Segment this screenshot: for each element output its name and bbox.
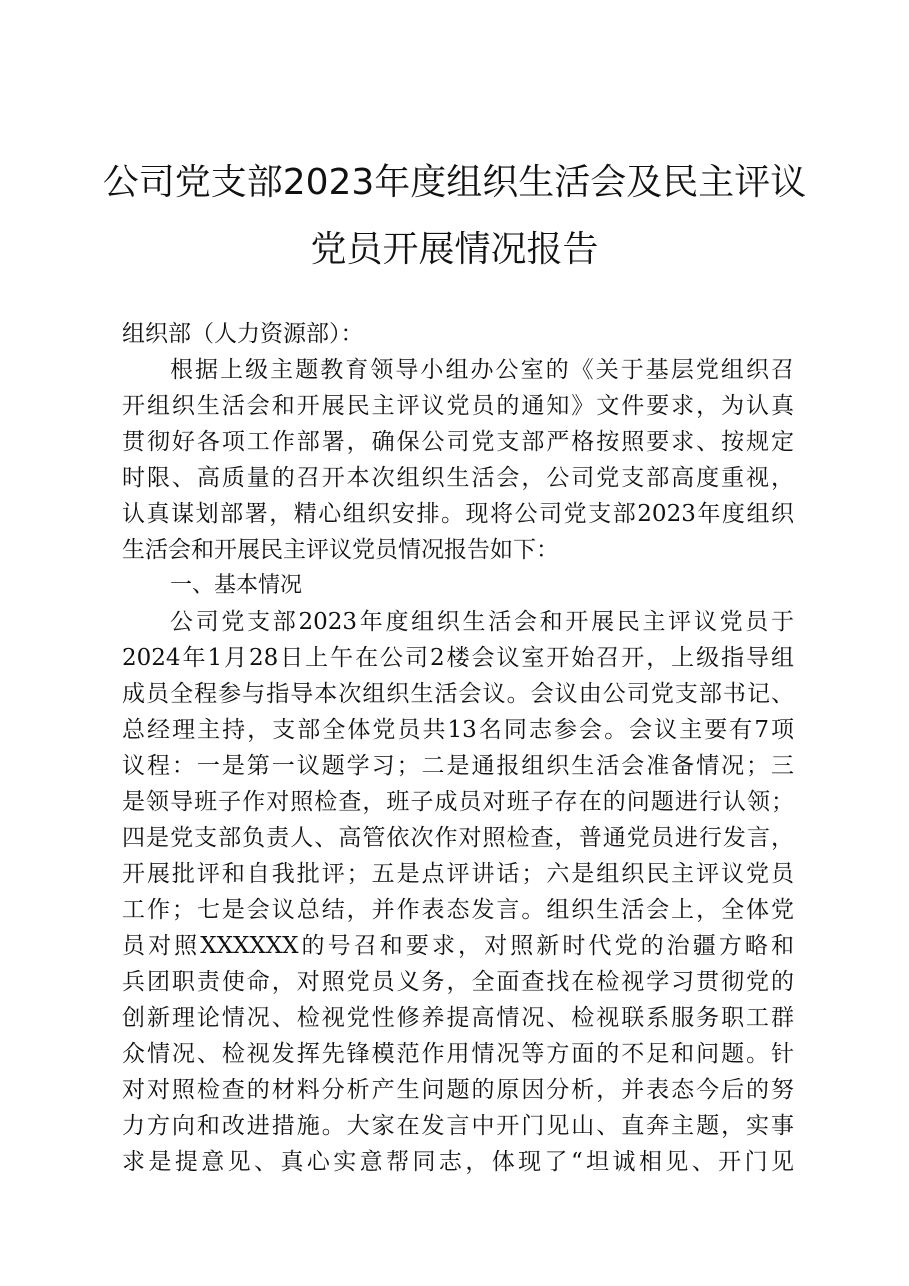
paragraph-1-line: 贯彻好各项工作部署，确保公司党支部严格按照要求、按规定 [122,429,794,455]
paragraph-2-line: 员对照XXXXXX的号召和要求，对照新时代党的治疆方略和 [122,933,794,959]
paragraph-2-line: 是领导班子作对照检查，班子成员对班子存在的问题进行认领； [122,789,794,815]
paragraph-1-line: 认真谋划部署，精心组织安排。现将公司党支部2023年度组织 [122,501,794,527]
paragraph-2-line: 议程：一是第一议题学习；二是通报组织生活会准备情况；三 [122,753,794,779]
paragraph-2-line: 兵团职责使命，对照党员义务，全面查找在检视学习贯彻党的 [122,969,794,995]
paragraph-2-line: 工作；七是会议总结，并作表态发言。组织生活会上，全体党 [122,897,794,923]
paragraph-2-line: 四是党支部负责人、高管依次作对照检查，普通党员进行发言， [122,825,794,851]
paragraph-2-line: 求是提意见、真心实意帮同志，体现了“坦诚相见、开门见 [122,1149,794,1175]
document-title-line-1: 公司党支部2023年度组织生活会及民主评议 [102,162,807,203]
section-1-heading: 一、基本情况 [170,573,303,598]
paragraph-1-line: 根据上级主题教育领导小组办公室的《关于基层党组织召 [170,357,794,383]
paragraph-2-line: 力方向和改进措施。大家在发言中开门见山、直奔主题，实事 [122,1113,794,1139]
paragraph-2-line: 成员全程参与指导本次组织生活会议。会议由公司党支部书记、 [122,681,794,707]
paragraph-2-line: 众情况、检视发挥先锋模范作用情况等方面的不足和问题。针 [122,1041,794,1067]
paragraph-2-line: 创新理论情况、检视党性修养提高情况、检视联系服务职工群 [122,1005,794,1031]
paragraph-2-line: 公司党支部2023年度组织生活会和开展民主评议党员于 [170,609,794,635]
paragraph-1-line: 时限、高质量的召开本次组织生活会，公司党支部高度重视， [122,465,794,491]
paragraph-2-line: 2024年1月28日上午在公司2楼会议室开始召开，上级指导组 [122,645,794,671]
paragraph-1-line: 生活会和开展民主评议党员情况报告如下： [122,537,559,563]
paragraph-2-line: 总经理主持，支部全体党员共13名同志参会。会议主要有7项 [122,717,794,743]
addressee: 组织部（人力资源部）： [122,321,364,347]
paragraph-2-line: 对对照检查的材料分析产生问题的原因分析，并表态今后的努 [122,1077,794,1103]
paragraph-1-line: 开组织生活会和开展民主评议党员的通知》文件要求，为认真 [122,393,794,419]
document-title-line-2: 党员开展情况报告 [310,229,599,270]
paragraph-2-line: 开展批评和自我批评；五是点评讲话；六是组织民主评议党员 [122,861,794,887]
